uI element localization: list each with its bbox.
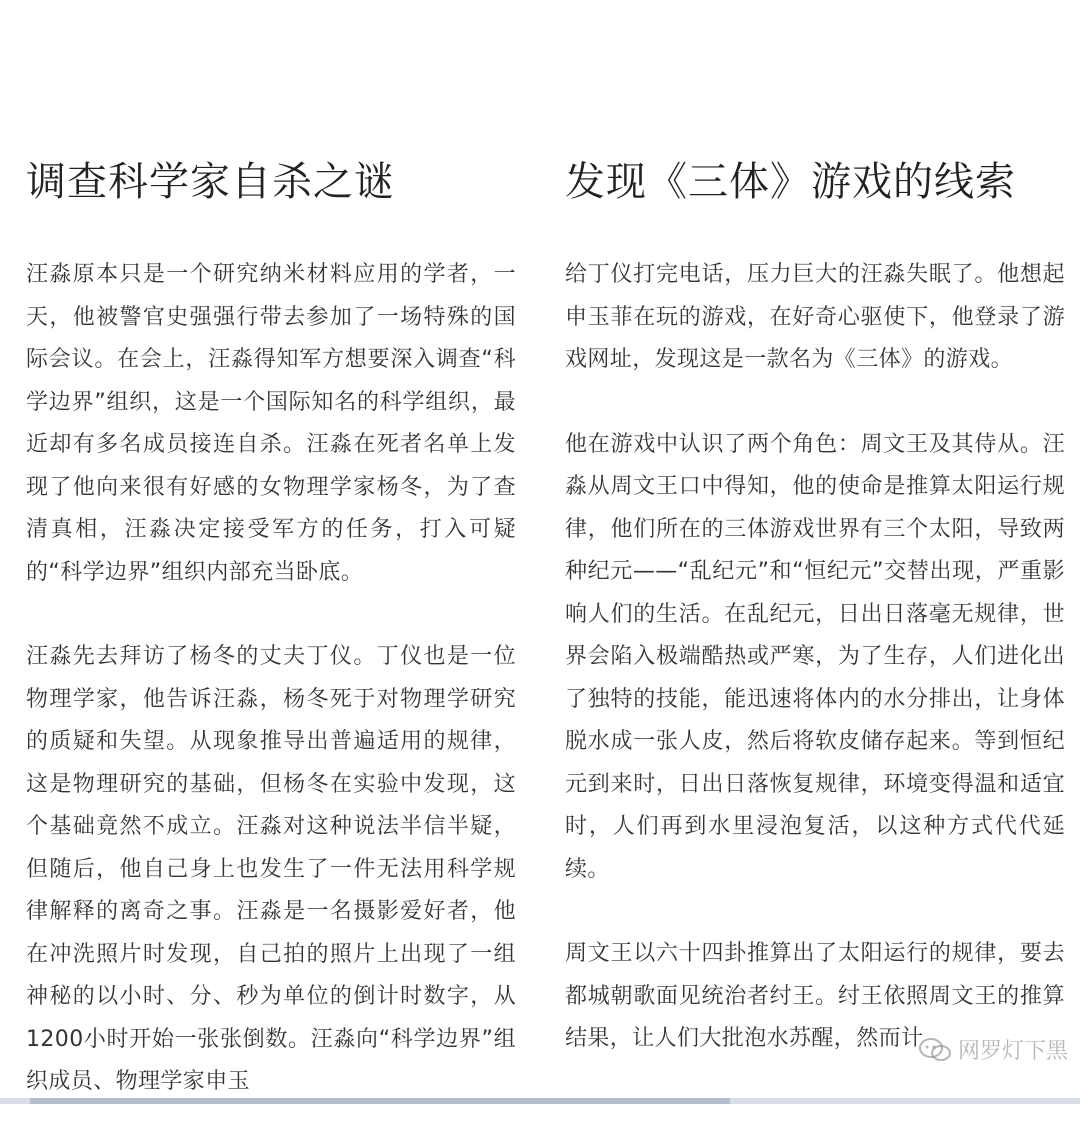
left-paragraph-2: 汪淼先去拜访了杨冬的丈夫丁仪。丁仪也是一位物理学家，他告诉汪淼，杨冬死于对物理学研究的质疑和失望。从现象推导出普遍适用的规律，这是物理研究的基础，但杨冬在实验中发现，这个基础竟然不成立。汪淼对这种说法半信半疑，但随后，他自己身上也发生了一件无法用科学规律解释的离奇之事。汪淼是一名摄影爱好者，他在冲洗照片时发现，自己拍的照片上出现了一组神秘的以小时、分、秒为单位的倒计时数字，从1200小时开始一张张倒数。汪淼向“科学边界”组织成员、物理学家申玉 bbox=[26, 644, 516, 1094]
wechat-icon bbox=[918, 1037, 952, 1063]
right-paragraph-1: 给丁仪打完电话，压力巨大的汪淼失眠了。他想起申玉菲在玩的游戏，在好奇心驱使下，他登录了游戏网址，发现这是一款名为《三体》的游戏。 bbox=[565, 262, 1065, 372]
right-paragraph-3: 周文王以六十四卦推算出了太阳运行的规律，要去都城朝歌面见统治者纣王。纣王依照周文王的推算结果，让人们大批泡水苏醒，然而计 bbox=[565, 941, 1065, 1051]
right-column bbox=[565, 150, 1065, 1103]
right-paragraph-2: 他在游戏中认识了两个角色：周文王及其侍从。汪淼从周文王口中得知，他的使命是推算太阳运行规律，他们所在的三体游戏世界有三个太阳，导致两种纪元——“乱纪元”和“恒纪元”交替出现，严重影响人们的生活。在乱纪元，日出日落毫无规律，世界会陷入极端酷热或严寒，为了生存，人们进化出了独特的技能，能迅速将体内的水分排出，让身体脱水成一张人皮，然后将软皮储存起来。等到恒纪元到来时，日出日落恢复规律，环境变得温和适宜时，人们再到水里浸泡复活，以这种方式代代延续。 bbox=[565, 431, 1065, 882]
left-column-title: 调查科学家自杀之谜 bbox=[26, 159, 395, 205]
scroll-thumb[interactable] bbox=[30, 1098, 730, 1104]
watermark-text: 网罗灯下黑 bbox=[957, 1039, 1068, 1064]
scroll-track[interactable] bbox=[0, 1098, 1080, 1104]
watermark bbox=[918, 1034, 1068, 1065]
left-paragraph-1: 汪淼原本只是一个研究纳米材料应用的学者，一天，他被警官史强强行带去参加了一场特殊的国际会议。在会上，汪淼得知军方想要深入调查“科学边界”组织，这是一个国际知名的科学组织，最近却有多名成员接连自杀。汪淼在死者名单上发现了他向来很有好感的女物理学家杨冬，为了查清真相，汪淼决定接受军方的任务，打入可疑的“科学边界”组织内部充当卧底。 bbox=[26, 262, 516, 585]
left-column bbox=[26, 150, 516, 1146]
right-column-title: 发现《三体》游戏的线索 bbox=[565, 159, 1016, 205]
